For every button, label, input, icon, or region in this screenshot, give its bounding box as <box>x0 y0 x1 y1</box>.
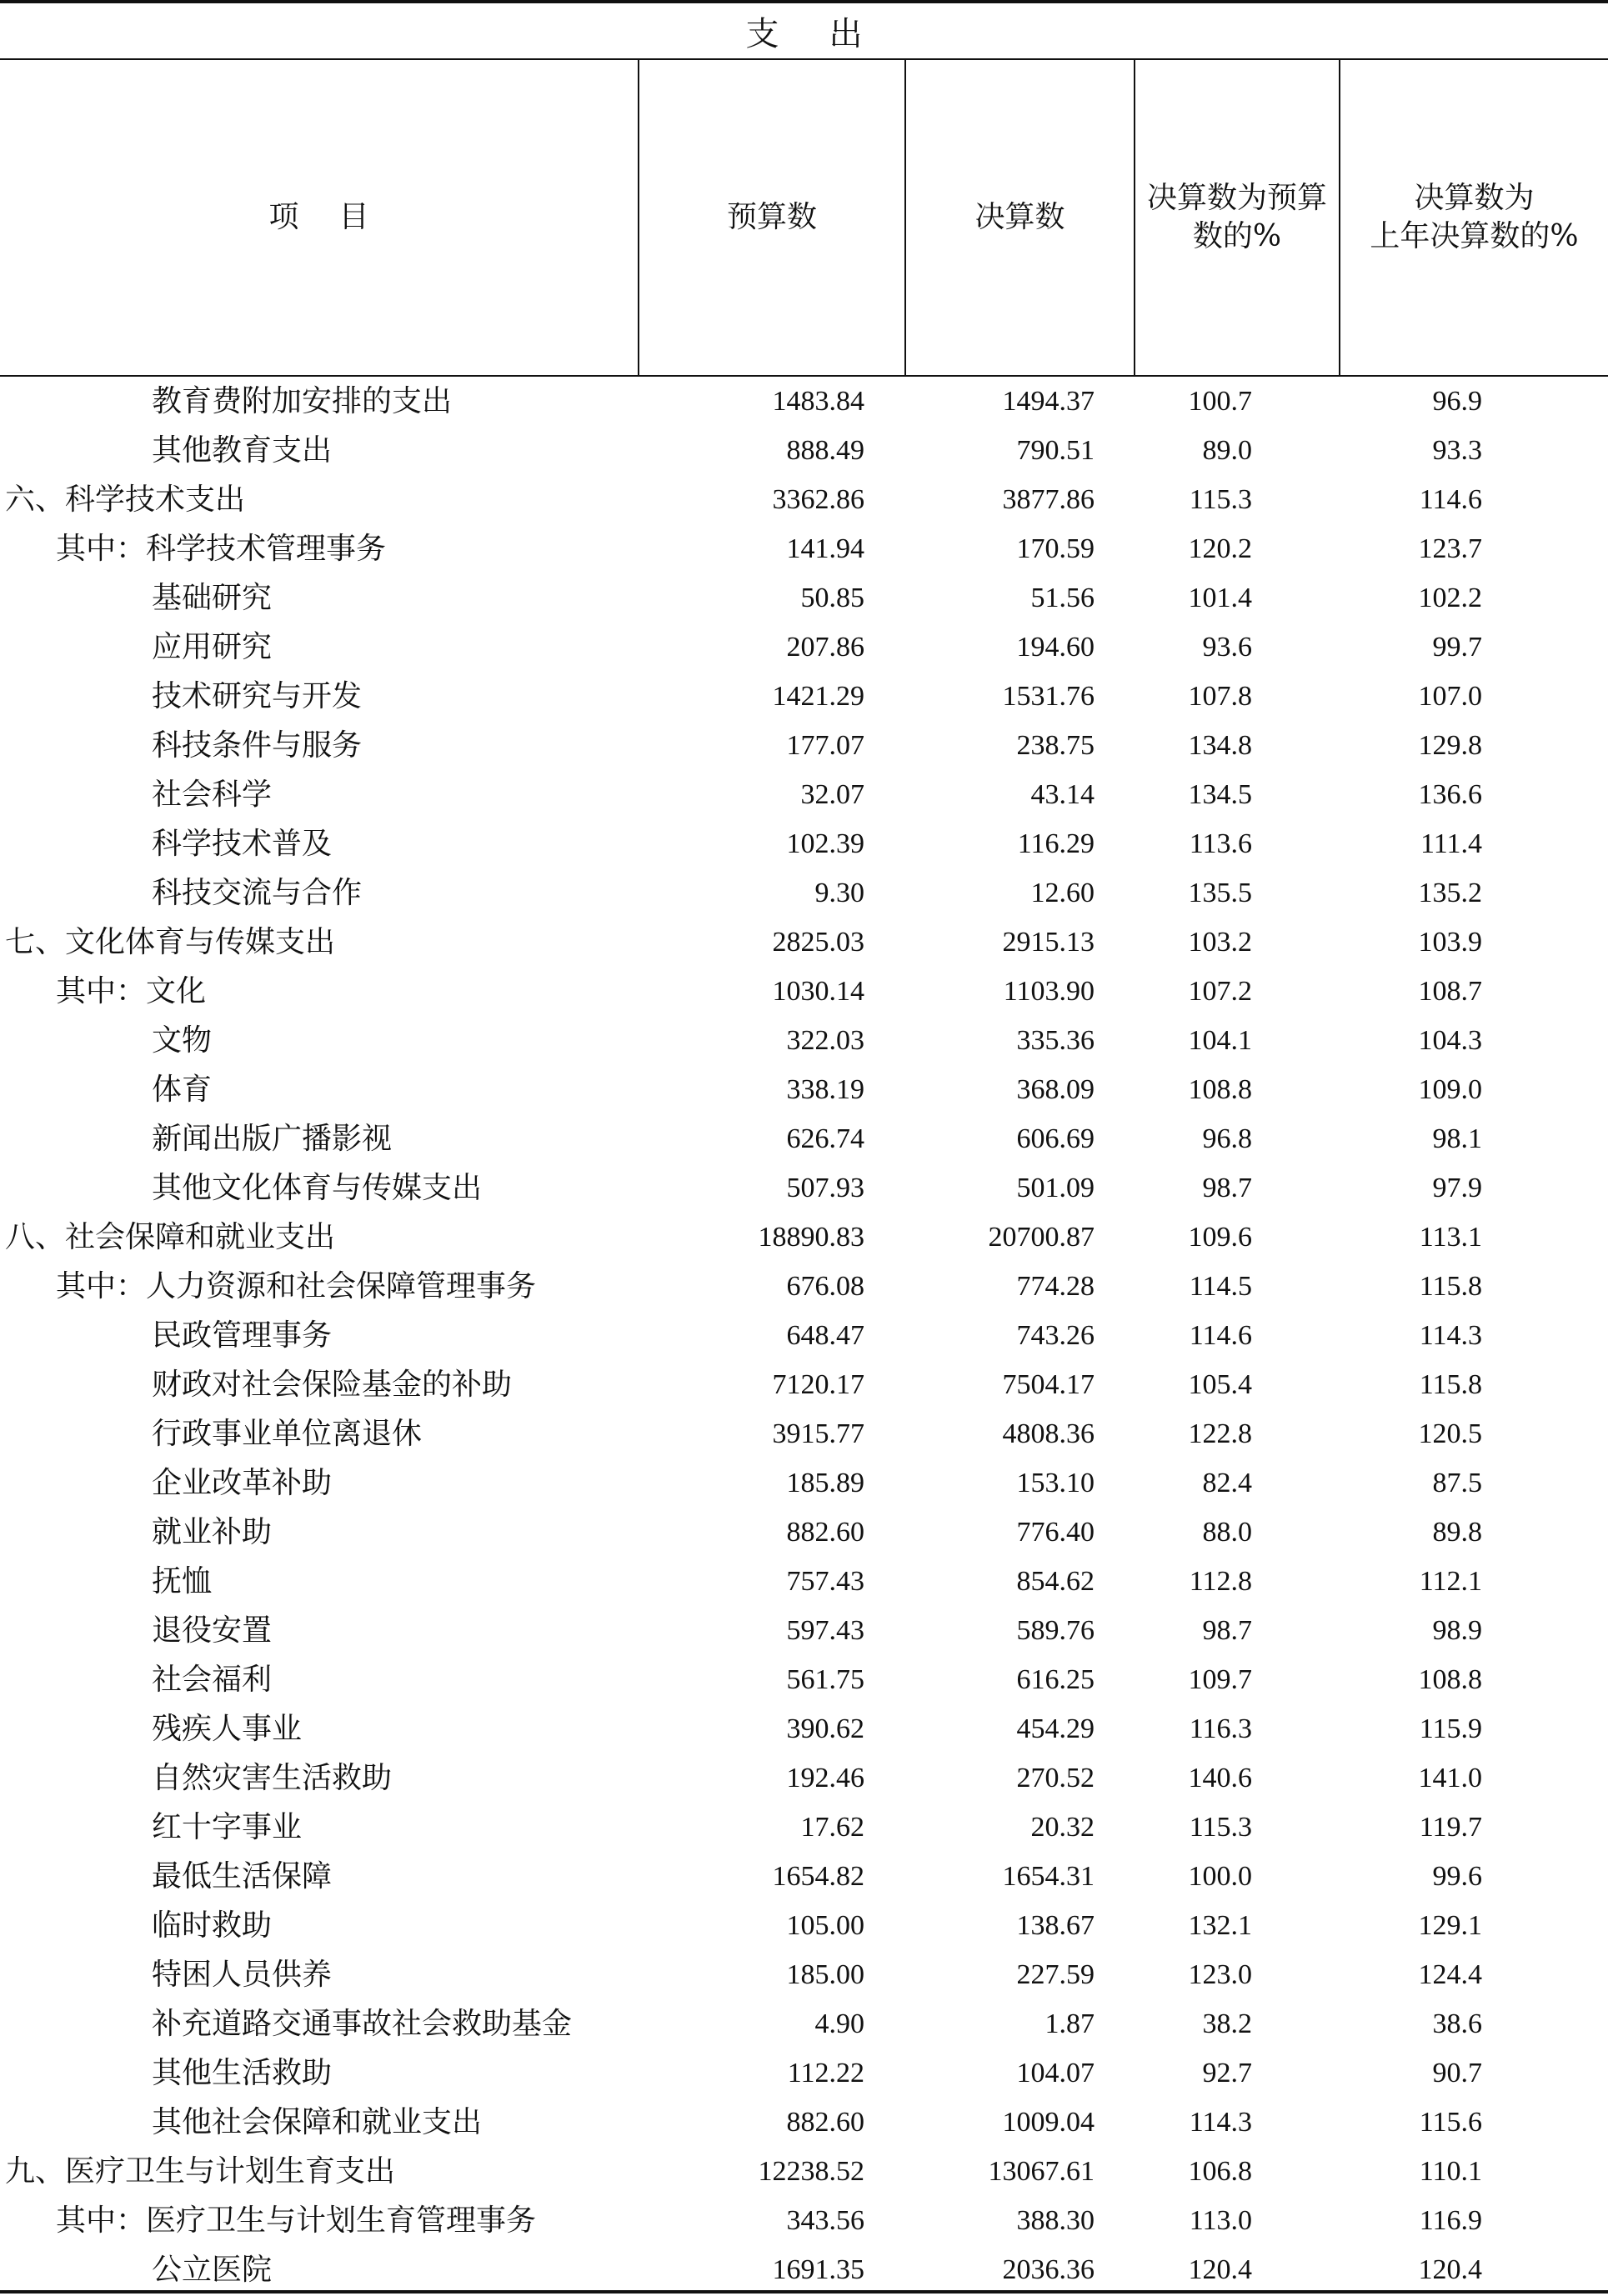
row-name: 特困人员供养 <box>152 1958 333 1992</box>
row-budget: 185.00 <box>786 1959 864 1990</box>
table-row <box>0 1114 1608 1163</box>
row-pct-of-prev-year: 89.8 <box>1432 1517 1482 1548</box>
row-name: 其中：文化 <box>56 974 207 1008</box>
row-budget: 50.85 <box>800 583 864 613</box>
row-name: 其中：人力资源和社会保障管理事务 <box>56 1269 537 1303</box>
table-row <box>0 573 1608 623</box>
table-row <box>0 1753 1608 1803</box>
table-row <box>0 623 1608 672</box>
row-pct-of-prev-year: 102.2 <box>1418 583 1482 613</box>
row-final: 7504.17 <box>1002 1369 1095 1400</box>
row-final: 4808.36 <box>1002 1418 1095 1449</box>
row-pct-of-prev-year: 38.6 <box>1432 2008 1482 2039</box>
row-final: 2036.36 <box>1002 2254 1095 2285</box>
table-row <box>0 2245 1608 2294</box>
row-name: 应用研究 <box>152 630 273 664</box>
row-final: 153.10 <box>1016 1468 1095 1498</box>
row-budget: 338.19 <box>786 1074 864 1105</box>
row-pct-of-prev-year: 99.6 <box>1432 1861 1482 1892</box>
table-row <box>0 1458 1608 1508</box>
row-pct-of-prev-year: 107.0 <box>1418 681 1482 712</box>
row-pct-of-budget: 132.1 <box>1188 1910 1252 1941</box>
row-final: 170.59 <box>1016 533 1095 564</box>
row-name: 文物 <box>152 1023 213 1058</box>
row-pct-of-prev-year: 114.3 <box>1419 1320 1482 1351</box>
row-pct-of-prev-year: 129.1 <box>1418 1910 1482 1941</box>
row-budget: 2825.03 <box>772 927 864 958</box>
table-bottom-rule <box>0 2290 1608 2293</box>
row-pct-of-budget: 96.8 <box>1202 1123 1252 1154</box>
row-budget: 185.89 <box>786 1468 864 1498</box>
row-name: 八、社会保障和就业支出 <box>5 1220 336 1254</box>
table-row <box>0 1852 1608 1901</box>
row-name: 退役安置 <box>152 1613 273 1648</box>
row-final: 43.14 <box>1030 779 1095 810</box>
row-name: 九、医疗卫生与计划生育支出 <box>5 2154 396 2188</box>
row-name: 六、科学技术支出 <box>5 483 246 517</box>
table-row <box>0 1409 1608 1458</box>
row-pct-of-prev-year: 115.8 <box>1419 1369 1482 1400</box>
table-row <box>0 2048 1608 2098</box>
row-pct-of-prev-year: 113.1 <box>1419 1222 1482 1253</box>
table-row <box>0 1016 1608 1065</box>
row-pct-of-prev-year: 97.9 <box>1432 1173 1482 1203</box>
row-pct-of-budget: 113.6 <box>1189 828 1252 859</box>
row-pct-of-prev-year: 96.9 <box>1432 386 1482 417</box>
row-budget: 676.08 <box>786 1271 864 1302</box>
row-pct-of-budget: 112.8 <box>1189 1566 1252 1597</box>
row-budget: 3915.77 <box>772 1418 864 1449</box>
row-pct-of-budget: 114.5 <box>1189 1271 1252 1302</box>
row-pct-of-budget: 100.7 <box>1188 386 1252 417</box>
row-name: 科技条件与服务 <box>152 728 363 763</box>
row-name: 残疾人事业 <box>152 1712 303 1746</box>
row-name: 其他教育支出 <box>152 433 333 468</box>
row-name: 抚恤 <box>152 1564 213 1598</box>
row-name: 社会福利 <box>152 1663 273 1697</box>
row-pct-of-budget: 106.8 <box>1188 2156 1252 2187</box>
table-row <box>0 1213 1608 1262</box>
row-name: 企业改革补助 <box>152 1466 333 1500</box>
row-pct-of-budget: 104.1 <box>1188 1025 1252 1056</box>
row-pct-of-budget: 123.0 <box>1188 1959 1252 1990</box>
row-pct-of-budget: 135.5 <box>1188 878 1252 908</box>
row-budget: 343.56 <box>786 2205 864 2236</box>
row-name: 红十字事业 <box>152 1810 303 1844</box>
row-pct-of-budget: 101.4 <box>1188 583 1252 613</box>
row-final: 368.09 <box>1016 1074 1095 1105</box>
section-title: 支出 <box>745 14 913 53</box>
row-budget: 17.62 <box>800 1812 864 1843</box>
row-final: 776.40 <box>1016 1517 1095 1548</box>
row-pct-of-prev-year: 124.4 <box>1418 1959 1482 1990</box>
table-row <box>0 770 1608 819</box>
row-final: 790.51 <box>1016 435 1095 466</box>
row-name: 其中：医疗卫生与计划生育管理事务 <box>56 2203 537 2238</box>
row-name: 社会科学 <box>152 778 273 812</box>
row-budget: 561.75 <box>786 1664 864 1695</box>
row-final: 774.28 <box>1016 1271 1095 1302</box>
row-final: 138.67 <box>1016 1910 1095 1941</box>
row-final: 1531.76 <box>1002 681 1095 712</box>
row-pct-of-prev-year: 110.1 <box>1419 2156 1482 2187</box>
row-budget: 888.49 <box>786 435 864 466</box>
row-pct-of-prev-year: 135.2 <box>1418 878 1482 908</box>
row-budget: 597.43 <box>786 1615 864 1646</box>
table-row <box>0 2196 1608 2245</box>
row-pct-of-budget: 107.2 <box>1188 976 1252 1007</box>
row-budget: 1483.84 <box>772 386 864 417</box>
row-final: 20.32 <box>1030 1812 1095 1843</box>
row-final: 3877.86 <box>1002 484 1095 515</box>
row-budget: 648.47 <box>786 1320 864 1351</box>
row-pct-of-prev-year: 108.7 <box>1418 976 1482 1007</box>
row-budget: 12238.52 <box>758 2156 864 2187</box>
row-name: 就业补助 <box>152 1515 273 1549</box>
header-final: 决算数 <box>974 200 1065 234</box>
row-pct-of-budget: 109.6 <box>1188 1222 1252 1253</box>
row-pct-of-budget: 103.2 <box>1188 927 1252 958</box>
row-pct-of-prev-year: 141.0 <box>1418 1763 1482 1793</box>
row-budget: 177.07 <box>786 730 864 761</box>
header-pct-of-prev-year: 决算数为 上年决算数的% <box>1370 181 1579 253</box>
row-pct-of-budget: 98.7 <box>1202 1615 1252 1646</box>
row-pct-of-prev-year: 109.0 <box>1418 1074 1482 1105</box>
row-final: 12.60 <box>1030 878 1095 908</box>
row-final: 1.87 <box>1044 2008 1095 2039</box>
header-budget: 预算数 <box>726 200 817 234</box>
row-pct-of-budget: 105.4 <box>1188 1369 1252 1400</box>
row-final: 227.59 <box>1016 1959 1095 1990</box>
row-budget: 1421.29 <box>772 681 864 712</box>
row-final: 13067.61 <box>988 2156 1095 2187</box>
row-pct-of-prev-year: 108.8 <box>1418 1664 1482 1695</box>
row-final: 270.52 <box>1016 1763 1095 1793</box>
row-pct-of-budget: 113.0 <box>1189 2205 1252 2236</box>
table-row <box>0 1803 1608 1852</box>
table-row <box>0 1163 1608 1213</box>
row-budget: 32.07 <box>800 779 864 810</box>
row-pct-of-prev-year: 120.5 <box>1418 1418 1482 1449</box>
table-row <box>0 721 1608 770</box>
row-budget: 322.03 <box>786 1025 864 1056</box>
row-name: 临时救助 <box>152 1908 273 1943</box>
row-pct-of-budget: 134.8 <box>1188 730 1252 761</box>
row-name: 教育费附加安排的支出 <box>152 384 453 418</box>
row-pct-of-prev-year: 90.7 <box>1432 2058 1482 2088</box>
row-budget: 1691.35 <box>772 2254 864 2285</box>
table-row <box>0 967 1608 1016</box>
row-budget: 390.62 <box>786 1713 864 1744</box>
row-final: 1103.90 <box>1003 976 1095 1007</box>
row-budget: 141.94 <box>786 533 864 564</box>
row-budget: 626.74 <box>786 1123 864 1154</box>
row-budget: 882.60 <box>786 1517 864 1548</box>
table-row <box>0 2098 1608 2147</box>
table-row <box>0 426 1608 475</box>
row-pct-of-budget: 120.4 <box>1188 2254 1252 2285</box>
row-budget: 757.43 <box>786 1566 864 1597</box>
row-final: 501.09 <box>1016 1173 1095 1203</box>
row-pct-of-prev-year: 129.8 <box>1418 730 1482 761</box>
row-pct-of-prev-year: 87.5 <box>1432 1468 1482 1498</box>
row-pct-of-prev-year: 116.9 <box>1419 2205 1482 2236</box>
row-final: 1654.31 <box>1002 1861 1095 1892</box>
row-name: 自然灾害生活救助 <box>152 1761 393 1795</box>
table-row <box>0 1606 1608 1655</box>
table-row <box>0 819 1608 868</box>
row-final: 1494.37 <box>1002 386 1095 417</box>
row-pct-of-budget: 115.3 <box>1189 1812 1252 1843</box>
row-budget: 18890.83 <box>758 1222 864 1253</box>
row-pct-of-prev-year: 93.3 <box>1432 435 1482 466</box>
row-name: 最低生活保障 <box>152 1859 333 1893</box>
row-name: 补充道路交通事故社会救助基金 <box>152 2007 573 2041</box>
table-row <box>0 475 1608 524</box>
row-name: 其他生活救助 <box>152 2056 333 2090</box>
table-row <box>0 868 1608 918</box>
row-pct-of-prev-year: 104.3 <box>1418 1025 1482 1056</box>
row-pct-of-budget: 114.6 <box>1189 1320 1252 1351</box>
table-row <box>0 377 1608 426</box>
row-budget: 102.39 <box>786 828 864 859</box>
row-final: 194.60 <box>1016 632 1095 663</box>
row-pct-of-budget: 92.7 <box>1202 2058 1252 2088</box>
row-name: 其中：科学技术管理事务 <box>56 532 387 566</box>
table-row <box>0 1360 1608 1409</box>
table-row <box>0 1557 1608 1606</box>
row-name: 科技交流与合作 <box>152 876 363 910</box>
row-pct-of-prev-year: 99.7 <box>1432 632 1482 663</box>
row-final: 1009.04 <box>1002 2107 1095 2138</box>
row-budget: 1030.14 <box>772 976 864 1007</box>
row-name: 体育 <box>152 1073 213 1107</box>
row-pct-of-prev-year: 114.6 <box>1419 484 1482 515</box>
row-pct-of-prev-year: 111.4 <box>1420 828 1482 859</box>
row-pct-of-budget: 93.6 <box>1202 632 1252 663</box>
table-row <box>0 1704 1608 1753</box>
row-budget: 1654.82 <box>772 1861 864 1892</box>
row-pct-of-budget: 89.0 <box>1202 435 1252 466</box>
table-row <box>0 918 1608 967</box>
row-pct-of-budget: 98.7 <box>1202 1173 1252 1203</box>
row-final: 854.62 <box>1016 1566 1095 1597</box>
table-row <box>0 1311 1608 1360</box>
table-row <box>0 524 1608 573</box>
table-row <box>0 1262 1608 1311</box>
header-pct-of-budget: 决算数为预算 数的% <box>1146 181 1327 253</box>
row-pct-of-budget: 134.5 <box>1188 779 1252 810</box>
table-row <box>0 1065 1608 1114</box>
row-budget: 507.93 <box>786 1173 864 1203</box>
row-pct-of-prev-year: 115.6 <box>1419 2107 1482 2138</box>
table-row <box>0 1508 1608 1557</box>
row-pct-of-prev-year: 112.1 <box>1419 1566 1482 1597</box>
row-final: 116.29 <box>1017 828 1095 859</box>
row-pct-of-prev-year: 115.9 <box>1419 1713 1482 1744</box>
row-name: 民政管理事务 <box>152 1318 333 1353</box>
row-pct-of-prev-year: 115.8 <box>1419 1271 1482 1302</box>
row-pct-of-budget: 108.8 <box>1188 1074 1252 1105</box>
row-budget: 105.00 <box>786 1910 864 1941</box>
row-pct-of-prev-year: 123.7 <box>1418 533 1482 564</box>
row-name: 其他社会保障和就业支出 <box>152 2105 483 2139</box>
row-budget: 3362.86 <box>772 484 864 515</box>
row-final: 589.76 <box>1016 1615 1095 1646</box>
table-row <box>0 1999 1608 2048</box>
row-pct-of-prev-year: 98.1 <box>1432 1123 1482 1154</box>
row-pct-of-budget: 114.3 <box>1189 2107 1252 2138</box>
row-final: 104.07 <box>1016 2058 1095 2088</box>
row-name: 新闻出版广播影视 <box>152 1122 393 1156</box>
row-pct-of-prev-year: 103.9 <box>1418 927 1482 958</box>
row-pct-of-budget: 140.6 <box>1188 1763 1252 1793</box>
row-final: 454.29 <box>1016 1713 1095 1744</box>
row-pct-of-budget: 115.3 <box>1189 484 1252 515</box>
row-name: 科学技术普及 <box>152 827 333 861</box>
row-budget: 882.60 <box>786 2107 864 2138</box>
row-pct-of-prev-year: 119.7 <box>1419 1812 1482 1843</box>
table-row <box>0 672 1608 721</box>
row-final: 335.36 <box>1016 1025 1095 1056</box>
row-budget: 112.22 <box>787 2058 864 2088</box>
row-name: 其他文化体育与传媒支出 <box>152 1171 483 1205</box>
row-final: 20700.87 <box>988 1222 1095 1253</box>
row-name: 公立医院 <box>152 2253 273 2287</box>
row-pct-of-budget: 116.3 <box>1189 1713 1252 1744</box>
row-name: 七、文化体育与传媒支出 <box>5 925 336 959</box>
row-pct-of-prev-year: 120.4 <box>1418 2254 1482 2285</box>
table-row <box>0 1901 1608 1950</box>
row-pct-of-budget: 107.8 <box>1188 681 1252 712</box>
row-pct-of-budget: 88.0 <box>1202 1517 1252 1548</box>
row-final: 238.75 <box>1016 730 1095 761</box>
table-row <box>0 1950 1608 1999</box>
row-name: 行政事业单位离退休 <box>152 1417 423 1451</box>
row-budget: 7120.17 <box>772 1369 864 1400</box>
row-pct-of-budget: 100.0 <box>1188 1861 1252 1892</box>
row-final: 2915.13 <box>1002 927 1095 958</box>
row-name: 技术研究与开发 <box>152 679 363 713</box>
row-final: 743.26 <box>1016 1320 1095 1351</box>
row-final: 51.56 <box>1030 583 1095 613</box>
header-item: 项目 <box>268 200 409 234</box>
row-budget: 9.30 <box>814 878 864 908</box>
row-budget: 4.90 <box>814 2008 864 2039</box>
row-name: 财政对社会保险基金的补助 <box>152 1368 513 1402</box>
row-pct-of-budget: 122.8 <box>1188 1418 1252 1449</box>
row-final: 616.25 <box>1016 1664 1095 1695</box>
table-body <box>0 377 1608 2294</box>
row-pct-of-prev-year: 98.9 <box>1432 1615 1482 1646</box>
row-pct-of-budget: 109.7 <box>1188 1664 1252 1695</box>
row-pct-of-prev-year: 136.6 <box>1418 779 1482 810</box>
row-pct-of-budget: 82.4 <box>1202 1468 1252 1498</box>
row-budget: 207.86 <box>786 632 864 663</box>
row-final: 388.30 <box>1016 2205 1095 2236</box>
table-row <box>0 1655 1608 1704</box>
row-final: 606.69 <box>1016 1123 1095 1154</box>
table-row <box>0 2147 1608 2196</box>
row-pct-of-budget: 38.2 <box>1202 2008 1252 2039</box>
row-name: 基础研究 <box>152 581 273 615</box>
row-budget: 192.46 <box>786 1763 864 1793</box>
row-pct-of-budget: 120.2 <box>1188 533 1252 564</box>
